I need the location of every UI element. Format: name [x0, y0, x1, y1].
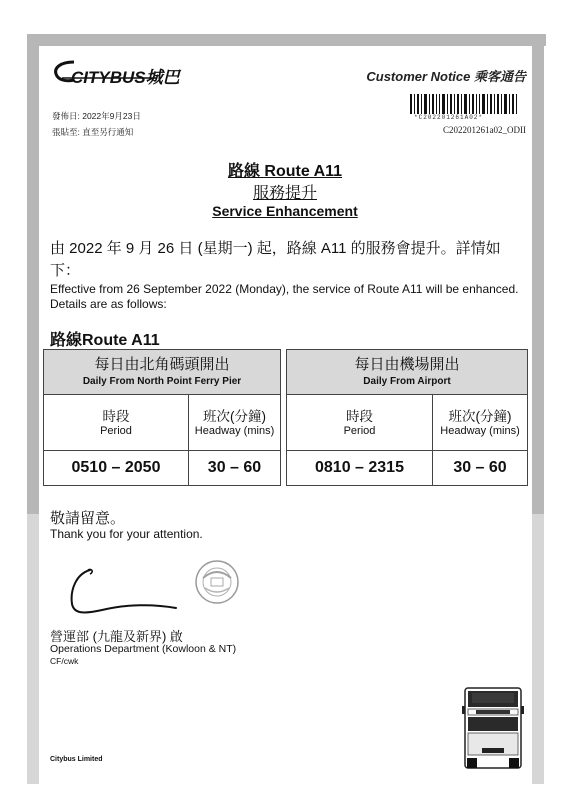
route-heading: 路線Route A11 [50, 332, 160, 349]
frame-right-bar-lower [532, 514, 544, 784]
thanks-zh: 敬請留意。 [50, 510, 126, 527]
company-name: Citybus Limited [50, 756, 103, 763]
group-header-north-point [44, 350, 281, 395]
group-title-zh: 每日由北角碼頭開出 [94, 356, 230, 373]
double-decker-bus-icon [462, 686, 524, 772]
headway-label-en: Headway (mins) [194, 424, 275, 437]
headway-label-zh: 班次(分鐘) [203, 408, 266, 424]
period-header [287, 395, 433, 451]
thanks-en: Thank you for your attention. [50, 527, 203, 541]
logo-text: CITYBUS城巴 [71, 68, 180, 87]
department-zh: 營運部 (九龍及新界) 啟 [50, 629, 183, 644]
period-value: 0810 – 2315 [287, 451, 433, 486]
barcode [410, 94, 518, 114]
frame-top-bar [27, 34, 546, 46]
period-label-zh: 時段 [102, 408, 130, 424]
issue-date: 發佈日: 2022年9月23日 [52, 111, 141, 121]
notice-paragraph-en: Effective from 26 September 2022 (Monday), the service of Route A11 will be enhanced. Details are as follows: [50, 282, 519, 311]
group-title-en: Daily From North Point Ferry Pier [82, 376, 242, 387]
frame-right-bar [532, 34, 544, 514]
headway-value: 30 – 60 [189, 451, 281, 486]
group-title-en: Daily From Airport [363, 376, 451, 387]
department-en: Operations Department (Kowloon & NT) [50, 643, 237, 655]
posted-until: 張貼至: 直至另行通知 [52, 127, 134, 137]
schedule-table [43, 349, 528, 486]
frame-left-bar-lower [27, 514, 39, 784]
notice-paragraph-zh: 由 2022 年 9 月 26 日 (星期一) 起，路線 A11 的服務會提升。詳情如下： [50, 240, 501, 279]
group-title-zh: 每日由機場開出 [354, 356, 460, 373]
group-header-airport [287, 350, 528, 395]
document-reference: C202201261a02_ODII [443, 125, 526, 135]
title-zh: 服務提升 [252, 185, 317, 202]
period-label-zh: 時段 [346, 408, 373, 424]
headway-header [433, 395, 528, 451]
period-value: 0510 – 2050 [44, 451, 189, 486]
signature [62, 564, 180, 626]
title-en: Service Enhancement [212, 203, 358, 219]
frame-left-bar [27, 34, 39, 514]
company-stamp [193, 558, 241, 606]
period-label-en: Period [100, 424, 132, 437]
author-ref: CF/cwk [50, 656, 79, 666]
headway-label-en: Headway (mins) [440, 424, 520, 437]
notice-title: Customer Notice 乘客通告 [366, 69, 526, 84]
headway-value: 30 – 60 [433, 451, 528, 486]
headway-header [189, 395, 281, 451]
period-header [44, 395, 189, 451]
barcode-digits: *C202201261A02* [414, 114, 484, 121]
period-label-en: Period [343, 424, 376, 437]
route-title: 路線 Route A11 [227, 163, 343, 180]
headway-label-zh: 班次(分鐘) [448, 408, 512, 424]
